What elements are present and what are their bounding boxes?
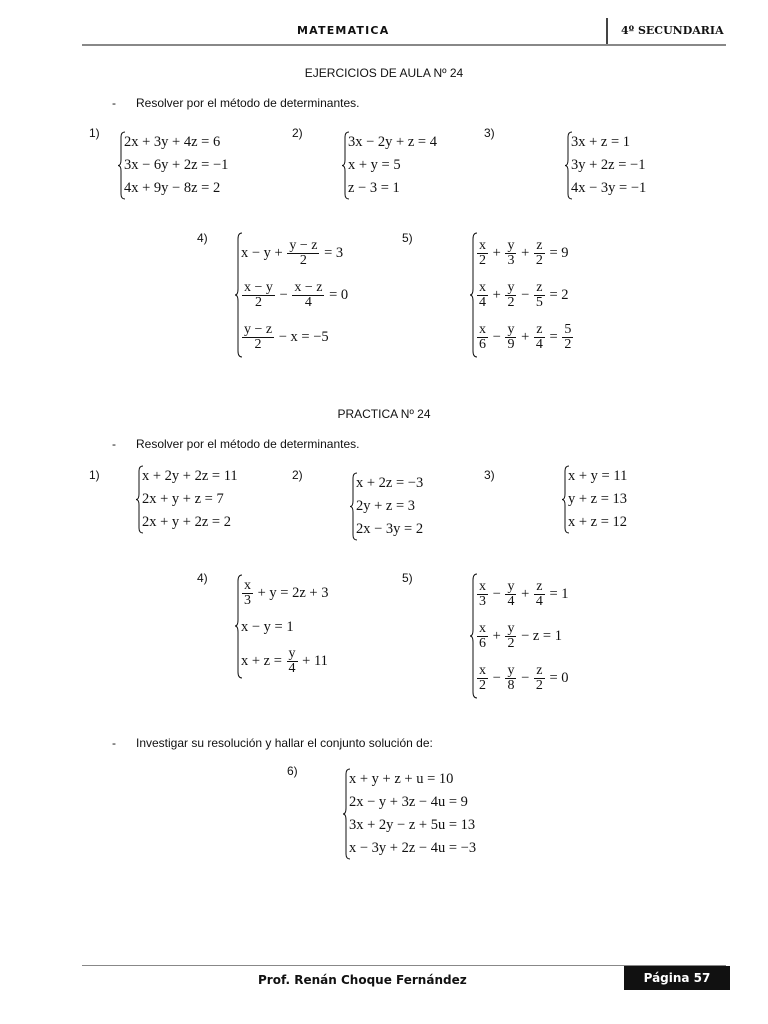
equation-row: 4x + 9y − 8z = 2 <box>124 180 221 196</box>
practica-system-3 <box>568 465 627 534</box>
equation-row: 3x − 2y + z = 4 <box>348 134 437 150</box>
aula-label-4: 4) <box>197 231 208 245</box>
equation-row: x − y = 1 <box>241 619 294 635</box>
practica-system-1 <box>142 465 238 534</box>
fraction: $\frac{z}{5}$ <box>535 280 543 311</box>
fraction: $\frac{y}{4}$ <box>288 646 296 677</box>
header-grade: 4º SECUNDARIA <box>621 24 724 37</box>
practica-label-4: 4) <box>197 571 208 585</box>
equation-row: x − 3y + 2z − 4u = −3 <box>349 840 477 856</box>
brace-icon <box>234 574 243 679</box>
fraction: $\frac{z}{2}$ <box>535 663 543 694</box>
equation-row: x + 2z = −3 <box>356 475 424 491</box>
aula-title: EJERCICIOS DE AULA Nº 24 <box>304 66 464 80</box>
equation-row: x + y = 5 <box>348 157 401 173</box>
practica-label-1: 1) <box>89 468 100 482</box>
aula-instruction: - Resolver por el método de determinantes. <box>112 96 360 110</box>
fraction: $\frac{y}{2}$ <box>507 280 515 311</box>
practica-label-3: 3) <box>484 468 495 482</box>
equation-row: 3y + 2z = −1 <box>571 157 646 173</box>
aula-system-1 <box>124 131 228 200</box>
equation-row: 3x − 6y + 2z = −1 <box>124 157 229 173</box>
fraction: $\frac{x - z}{4}$ <box>294 280 323 311</box>
equation-row: 3x + 2y − z + 5u = 13 <box>349 817 476 833</box>
fraction: $\frac{x}{6}$ <box>479 621 486 652</box>
brace-icon <box>342 768 351 860</box>
practica-instruction: - Resolver por el método de determinantes. <box>112 437 360 451</box>
aula-system-4 <box>241 232 348 358</box>
investigar-label-6: 6) <box>287 764 298 778</box>
brace-icon <box>561 465 570 534</box>
equation-row: x − y + $\frac{y - z}{2}$ = 3 <box>241 238 344 269</box>
equation-row: $\frac{x}{4}$ + $\frac{y}{2}$ − $\frac{z}{5}$ = 2 <box>479 280 569 311</box>
aula-instruction-text: Resolver por el método de determinantes. <box>136 96 360 110</box>
investigar-system-6 <box>349 768 476 860</box>
practica-title: PRACTICA Nº 24 <box>337 407 431 421</box>
equation-row: x + z = 12 <box>568 514 628 530</box>
fraction: $\frac{z}{4}$ <box>535 322 543 353</box>
brace-icon <box>469 573 478 699</box>
equation-row: $\frac{x}{3}$ + y = 2z + 3 <box>244 578 329 609</box>
brace-icon <box>564 131 573 200</box>
equation-row: $\frac{x}{6}$ + $\frac{y}{2}$ − z = 1 <box>479 621 562 652</box>
equation-row: x + y + z + u = 10 <box>349 771 454 787</box>
fraction: $\frac{x}{2}$ <box>479 238 486 269</box>
practica-label-2: 2) <box>292 468 303 482</box>
brace-icon <box>234 232 243 358</box>
practica-system-4 <box>241 574 328 680</box>
fraction: $\frac{x}{3}$ <box>479 579 486 610</box>
brace-icon <box>349 472 358 541</box>
practica-system-2 <box>356 472 423 541</box>
header-subject: MATEMATICA <box>297 24 390 37</box>
equation-row: 4x − 3y = −1 <box>571 180 647 196</box>
equation-row: x + y = 11 <box>568 468 628 484</box>
equation-row: y + z = 13 <box>568 491 628 507</box>
equation-row: 2x − y + 3z − 4u = 9 <box>349 794 468 810</box>
footer-author: Prof. Renán Choque Fernández <box>258 973 467 987</box>
aula-system-5 <box>476 232 574 358</box>
fraction: $\frac{y - z}{2}$ <box>289 238 318 269</box>
aula-label-5: 5) <box>402 231 413 245</box>
brace-icon <box>135 465 144 534</box>
equation-row: $\frac{x}{3}$ − $\frac{y}{4}$ + $\frac{z}{4}$ = 1 <box>479 579 569 610</box>
equation-row: 2x + y + z = 7 <box>142 491 224 507</box>
fraction: $\frac{x}{4}$ <box>479 280 486 311</box>
equation-row: 2x + y + 2z = 2 <box>142 514 231 530</box>
fraction: $\frac{y}{3}$ <box>507 238 515 269</box>
fraction: $\frac{x}{3}$ <box>244 578 251 609</box>
fraction: $\frac{x - y}{2}$ <box>244 280 273 311</box>
aula-label-2: 2) <box>292 126 303 140</box>
equation-row: $\frac{x}{6}$ − $\frac{y}{9}$ + $\frac{z}{4}$ = $\frac{5}{2}$ <box>479 322 572 353</box>
aula-system-2 <box>348 131 437 200</box>
fraction: $\frac{y - z}{2}$ <box>244 322 273 353</box>
fraction: $\frac{z}{2}$ <box>535 238 543 269</box>
equation-row: 3x + z = 1 <box>571 134 631 150</box>
fraction: $\frac{x}{6}$ <box>479 322 486 353</box>
brace-icon <box>117 131 126 200</box>
fraction: $\frac{y}{2}$ <box>507 621 515 652</box>
practica-instruction-text: Resolver por el método de determinantes. <box>136 437 360 451</box>
header-divider <box>606 18 608 46</box>
fraction: $\frac{z}{4}$ <box>535 579 543 610</box>
brace-icon <box>469 232 478 358</box>
investigar-instruction-text: Investigar su resolución y hallar el conjunto solución de: <box>136 736 433 750</box>
practica-system-5 <box>476 573 569 699</box>
equation-row: 2x − 3y = 2 <box>356 521 424 537</box>
practica-label-5: 5) <box>402 571 413 585</box>
brace-icon <box>341 131 350 200</box>
aula-system-3 <box>571 131 646 200</box>
equation-row: $\frac{x}{2}$ + $\frac{y}{3}$ + $\frac{z}{2}$ = 9 <box>479 238 569 269</box>
equation-row: z − 3 = 1 <box>348 180 400 196</box>
page-number-badge: Página 57 <box>624 966 730 990</box>
header-rule <box>82 44 726 46</box>
aula-label-3: 3) <box>484 126 495 140</box>
equation-row: 2y + z = 3 <box>356 498 416 514</box>
fraction: $\frac{y}{9}$ <box>507 322 515 353</box>
equation-row: $\frac{y - z}{2}$ − x = −5 <box>244 322 329 353</box>
investigar-instruction: - Investigar su resolución y hallar el conjunto solución de: <box>112 736 433 750</box>
fraction: $\frac{5}{2}$ <box>564 322 572 353</box>
equation-row: $\frac{x}{2}$ − $\frac{y}{8}$ − $\frac{z}{2}$ = 0 <box>479 663 569 694</box>
fraction: $\frac{y}{4}$ <box>507 579 515 610</box>
equation-row: x + z = $\frac{y}{4}$ + 11 <box>241 646 328 677</box>
equation-row: x + 2y + 2z = 11 <box>142 468 238 484</box>
fraction: $\frac{y}{8}$ <box>507 663 515 694</box>
fraction: $\frac{x}{2}$ <box>479 663 486 694</box>
equation-row: $\frac{x - y}{2}$ − $\frac{x - z}{4}$ = 0 <box>244 280 349 311</box>
equation-row: 2x + 3y + 4z = 6 <box>124 134 221 150</box>
aula-label-1: 1) <box>89 126 100 140</box>
